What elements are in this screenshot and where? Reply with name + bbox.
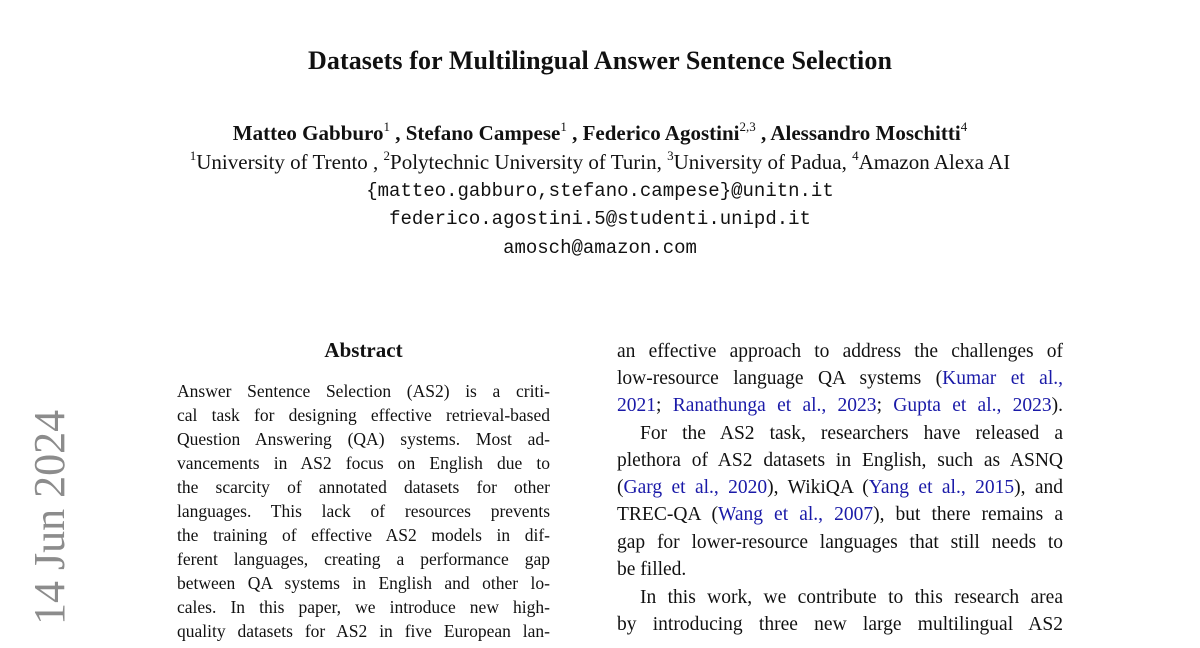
- text-run: (: [617, 477, 624, 498]
- body-text-line: an effective approach to address the challenges of: [617, 341, 1063, 362]
- affil-sup: 1: [189, 148, 197, 163]
- citation-link[interactable]: Yang et al., 2015: [868, 477, 1015, 498]
- author-name: Stefano Campese: [405, 121, 561, 145]
- email-line: {matteo.gabburo,stefano.campese}@unitn.it: [366, 180, 834, 202]
- author-name: Federico Agostini: [582, 121, 740, 145]
- body-text-line: For the AS2 task, researchers have released a: [640, 423, 1063, 444]
- affiliation: Polytechnic University of Turin: [390, 150, 657, 174]
- body-text-line: be filled.: [617, 559, 687, 580]
- abstract-line: languages. This lack of resources prevents: [177, 501, 550, 521]
- text-run: ;: [656, 395, 673, 416]
- arxiv-date-stamp: 14 Jun 2024: [25, 409, 74, 625]
- abstract-line: the training of effective AS2 models in dif-: [177, 525, 550, 545]
- author-affil-sup: 2,3: [739, 119, 756, 134]
- affiliation: Amazon Alexa AI: [858, 150, 1011, 174]
- body-text-line: [617, 501, 1063, 528]
- abstract-line: quality datasets for AS2 in five European lan-: [177, 621, 550, 641]
- abstract-line: cal task for designing effective retrieval-based: [177, 405, 550, 425]
- author-list: Matteo Gabburo$^1$ , Stefano Campese$^1$ , Federico Agostini$^{2,3}$ , Alessandro Moschitti$^4$: [232, 119, 968, 145]
- affiliation: University of Padua: [673, 150, 842, 174]
- abstract-line: Question Answering (QA) systems. Most ad-: [177, 429, 550, 449]
- paper-title: Datasets for Multilingual Answer Sentence Selection: [307, 46, 893, 75]
- body-text-line: [617, 392, 1063, 419]
- citation-link[interactable]: Gupta et al., 2023: [893, 395, 1052, 416]
- author-affil-sup: 4: [960, 119, 968, 134]
- email-line: amosch@amazon.com: [503, 237, 697, 259]
- body-text-line: [617, 474, 1063, 501]
- citation-link[interactable]: Ranathunga et al., 2023: [672, 395, 877, 416]
- author-affil-sup: 1: [560, 119, 567, 134]
- body-text-line: [617, 365, 1063, 392]
- affiliation-list: $^1$University of Trento , $^2$Polytechnic University of Turin, $^3$University of Padua, $^4$Amazon Alexa AI: [189, 148, 1011, 174]
- affil-sup: 3: [667, 148, 674, 163]
- abstract-line: cales. In this paper, we introduce new high-: [177, 597, 550, 617]
- citation-link[interactable]: Kumar et al.,: [942, 368, 1063, 389]
- body-text-line: gap for lower-resource languages that still needs to: [617, 532, 1063, 553]
- text-run: ).: [1051, 395, 1064, 416]
- email-line: federico.agostini.5@studenti.unipd.it: [389, 208, 811, 230]
- text-run: TREC-QA (: [617, 504, 718, 525]
- text-run: low-resource language QA systems (: [617, 368, 943, 389]
- text-run: ), but there remains a: [873, 504, 1063, 525]
- abstract-line: ferent languages, creating a performance gap: [177, 549, 550, 569]
- body-text-line: In this work, we contribute to this research area: [640, 587, 1063, 608]
- citation-link[interactable]: 2021: [617, 395, 656, 416]
- body-text-line: plethora of AS2 datasets in English, such as ASNQ: [617, 450, 1063, 471]
- text-run: ), and: [1014, 477, 1063, 498]
- body-text-line: by introducing three new large multilingual AS2: [617, 614, 1063, 635]
- citation-link[interactable]: Garg et al., 2020: [623, 477, 768, 498]
- text-run: ;: [876, 395, 894, 416]
- author-affil-sup: 1: [383, 119, 390, 134]
- abstract-line: vancements in AS2 focus on English due to: [177, 453, 550, 473]
- abstract-line: Answer Sentence Selection (AS2) is a criti-: [177, 381, 550, 401]
- affiliation: University of Trento: [196, 150, 368, 174]
- author-name: Matteo Gabburo: [232, 121, 384, 145]
- abstract-heading: Abstract: [324, 338, 403, 362]
- citation-link[interactable]: Wang et al., 2007: [717, 504, 874, 525]
- abstract-line: between QA systems in English and other lo-: [177, 573, 550, 593]
- affil-sup: 2: [383, 148, 391, 163]
- text-run: ), WikiQA (: [767, 477, 869, 498]
- author-name: Alessandro Moschitti: [770, 121, 961, 145]
- abstract-line: the scarcity of annotated datasets for other: [177, 477, 550, 497]
- affil-sup: 4: [852, 148, 859, 163]
